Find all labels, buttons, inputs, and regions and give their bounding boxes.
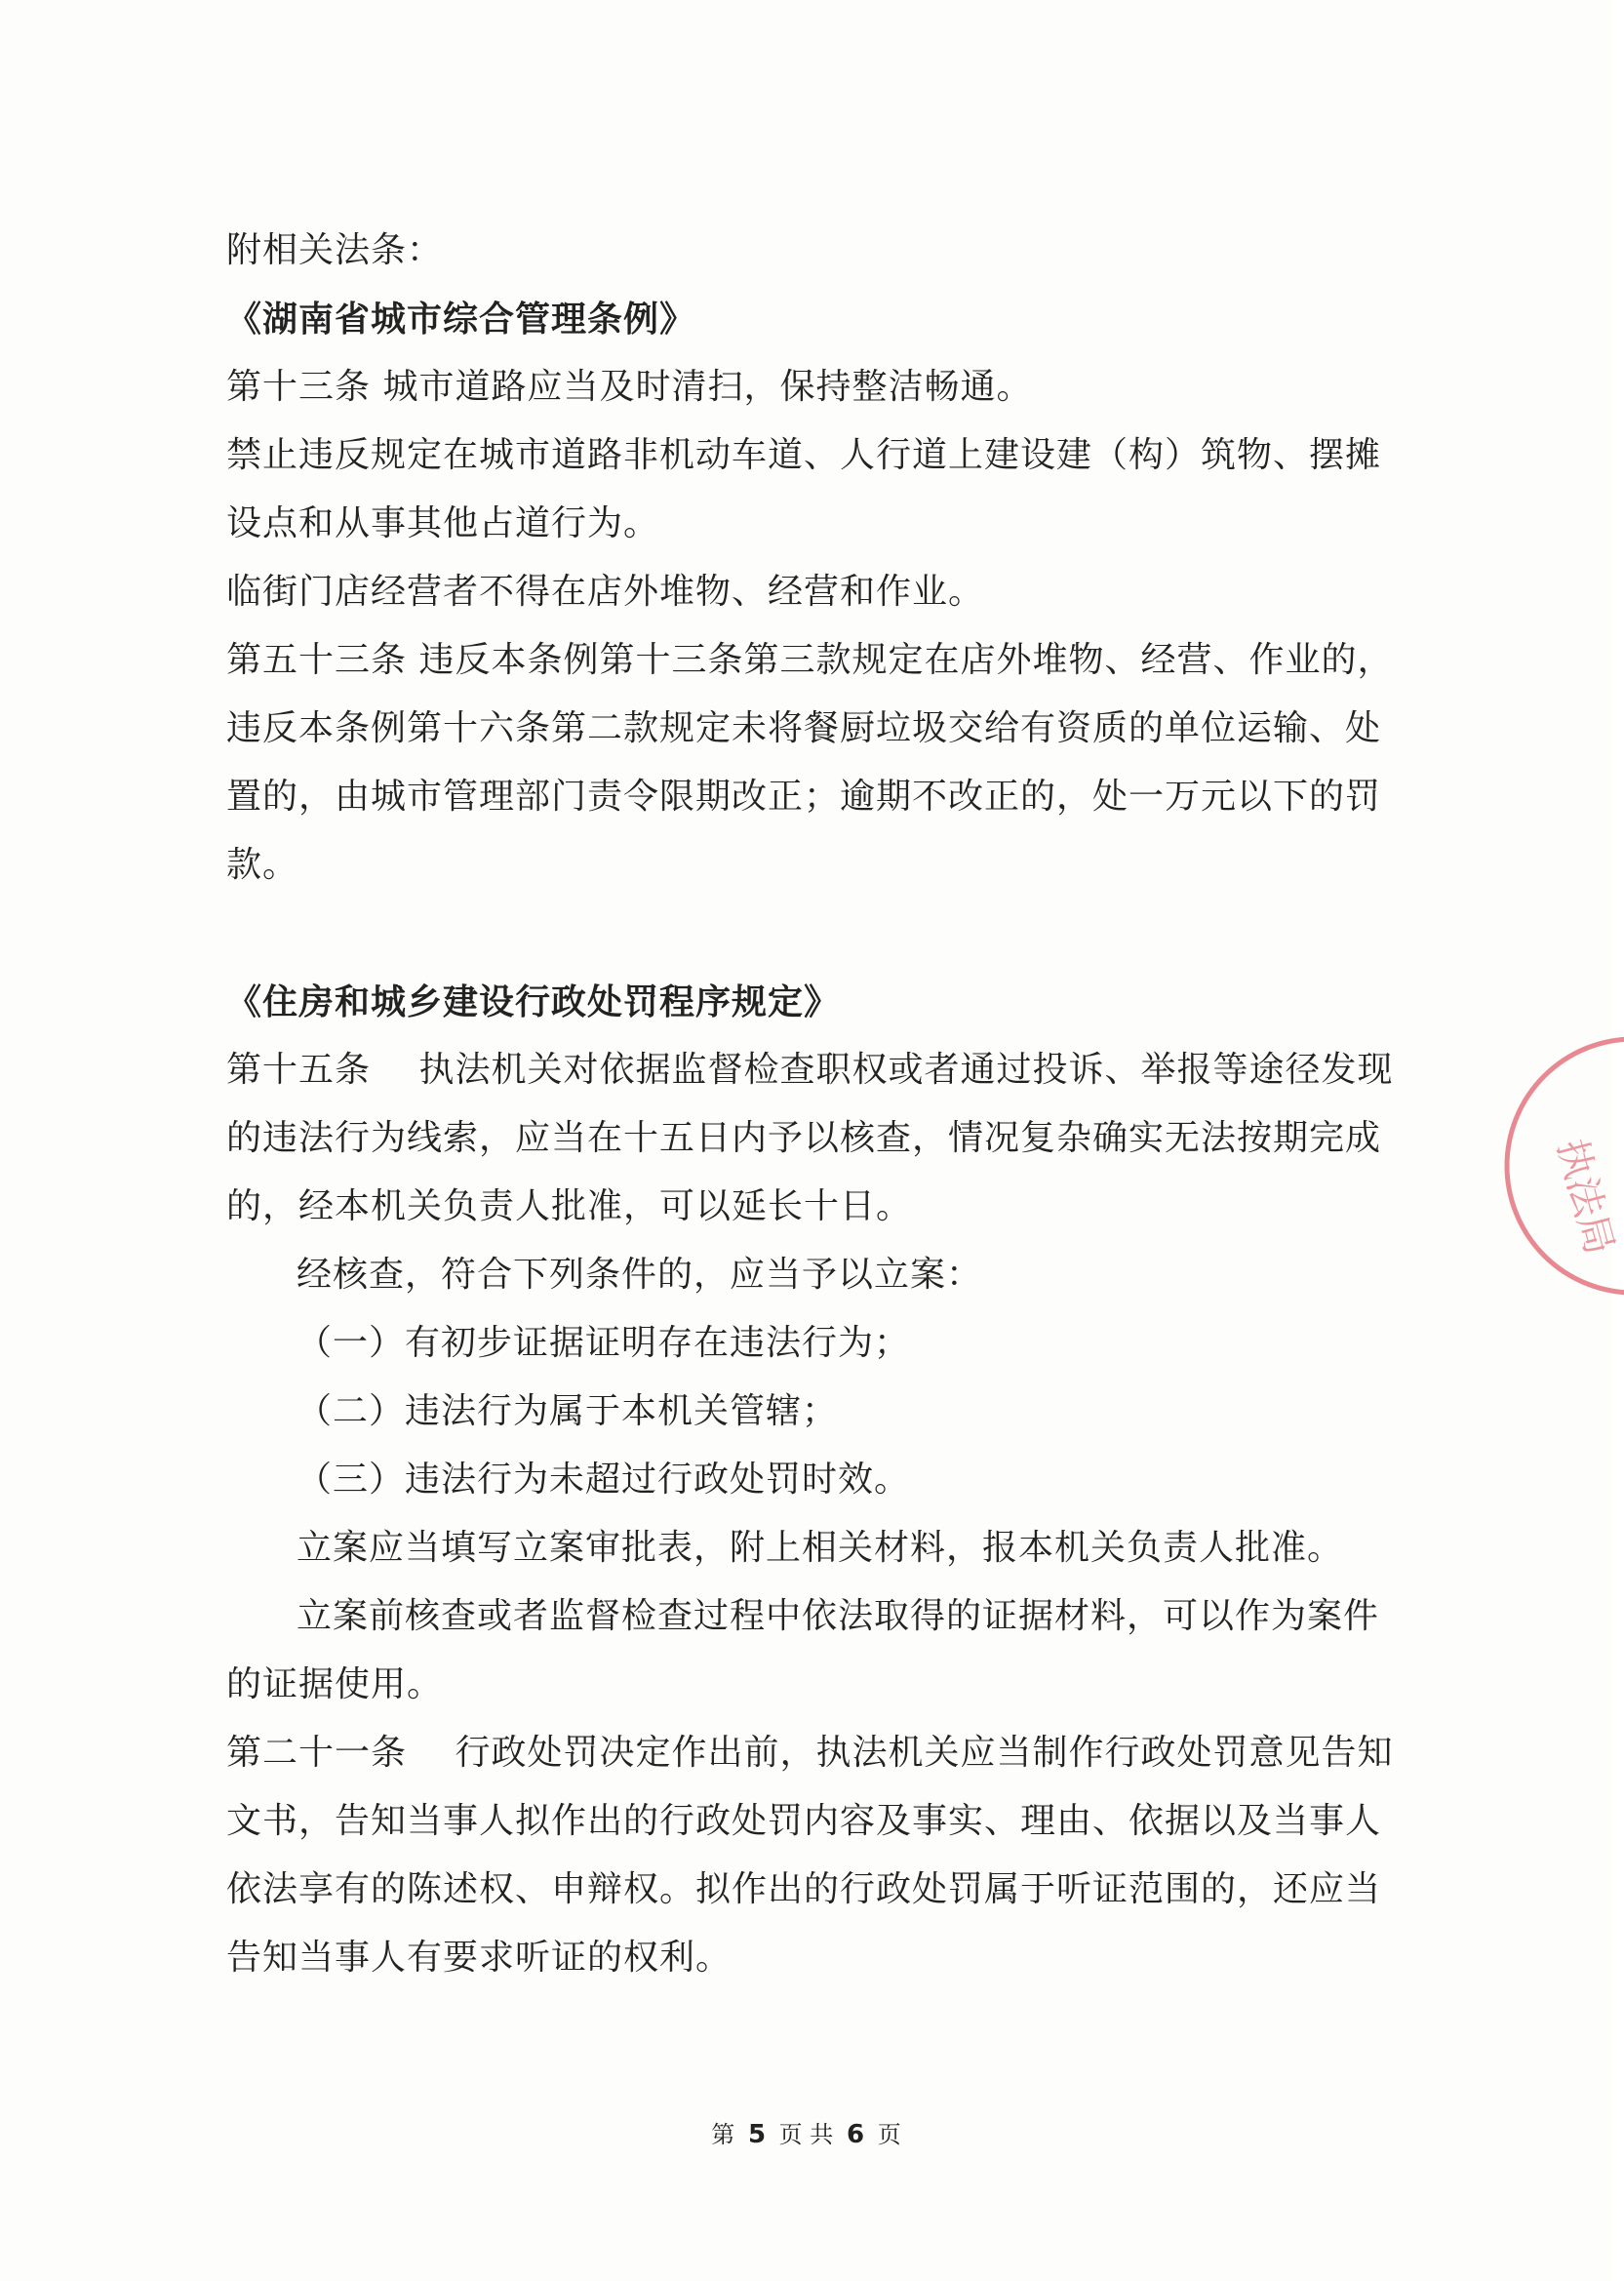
article-13-line-3: 设点和从事其他占道行为。 (226, 503, 660, 543)
article-15-line-4: 经核查，符合下列条件的，应当予以立案： (297, 1255, 983, 1295)
article-53-line-2: 违反本条例第十六条第二款规定未将餐厨垃圾交给有资质的单位运输、处 (226, 708, 1382, 748)
article-21-line-3: 依法享有的陈述权、申辩权。拟作出的行政处罚属于听证范围的，还应当 (226, 1869, 1382, 1909)
footer-page-number: 5 (747, 2120, 767, 2149)
article-53-line-1: 第五十三条 违反本条例第十三条第三款规定在店外堆物、经营、作业的， (226, 640, 1394, 680)
article-21-line-1: 第二十一条 行政处罚决定作出前，执法机关应当制作行政处罚意见告知 (226, 1733, 1394, 1773)
article-13-line-1: 第十三条 城市道路应当及时清扫，保持整洁畅通。 (226, 367, 1033, 407)
seal-icon (1478, 1020, 1624, 1312)
footer-prefix: 第 (711, 2121, 735, 2148)
condition-2: （二）违法行为属于本机关管辖； (297, 1391, 839, 1431)
article-53-line-4: 款。 (226, 845, 299, 885)
article-15-line-5: 立案应当填写立案审批表，附上相关材料，报本机关负责人批准。 (297, 1528, 1344, 1568)
article-15-line-1: 第十五条 执法机关对依据监督检查职权或者通过投诉、举报等途径发现 (226, 1050, 1394, 1090)
article-13-line-2: 禁止违反规定在城市道路非机动车道、人行道上建设建（构）筑物、摆摊 (226, 435, 1382, 475)
official-seal-stamp (1478, 1020, 1624, 1312)
article-13-line-4: 临街门店经营者不得在店外堆物、经营和作业。 (226, 572, 985, 612)
law-title-1: 《湖南省城市综合管理条例》 (226, 299, 696, 340)
article-21-line-4: 告知当事人有要求听证的权利。 (226, 1938, 733, 1978)
article-21-line-2: 文书，告知当事人拟作出的行政处罚内容及事实、理由、依据以及当事人 (226, 1801, 1382, 1841)
condition-3: （三）违法行为未超过行政处罚时效。 (297, 1460, 911, 1500)
condition-1: （一）有初步证据证明存在违法行为； (297, 1323, 911, 1363)
article-53-line-3: 置的，由城市管理部门责令限期改正；逾期不改正的，处一万元以下的罚 (226, 777, 1382, 817)
footer-total-pages: 6 (846, 2120, 865, 2149)
article-15-line-6: 立案前核查或者监督检查过程中依法取得的证据材料，可以作为案件 (297, 1596, 1380, 1636)
article-15-line-7: 的证据使用。 (226, 1664, 444, 1704)
article-15-line-3: 的，经本机关负责人批准，可以延长十日。 (226, 1186, 913, 1226)
footer-suffix: 页 (877, 2121, 901, 2148)
law-title-2: 《住房和城乡建设行政处罚程序规定》 (226, 981, 841, 1022)
footer-middle: 页 共 (778, 2121, 834, 2148)
article-15-line-2: 的违法行为线索，应当在十五日内予以核查，情况复杂确实无法按期完成 (226, 1118, 1382, 1158)
intro-label: 附相关法条： (226, 230, 444, 270)
page-footer (0, 2115, 1612, 2149)
svg-text:执法局: 执法局 (1548, 1134, 1622, 1260)
